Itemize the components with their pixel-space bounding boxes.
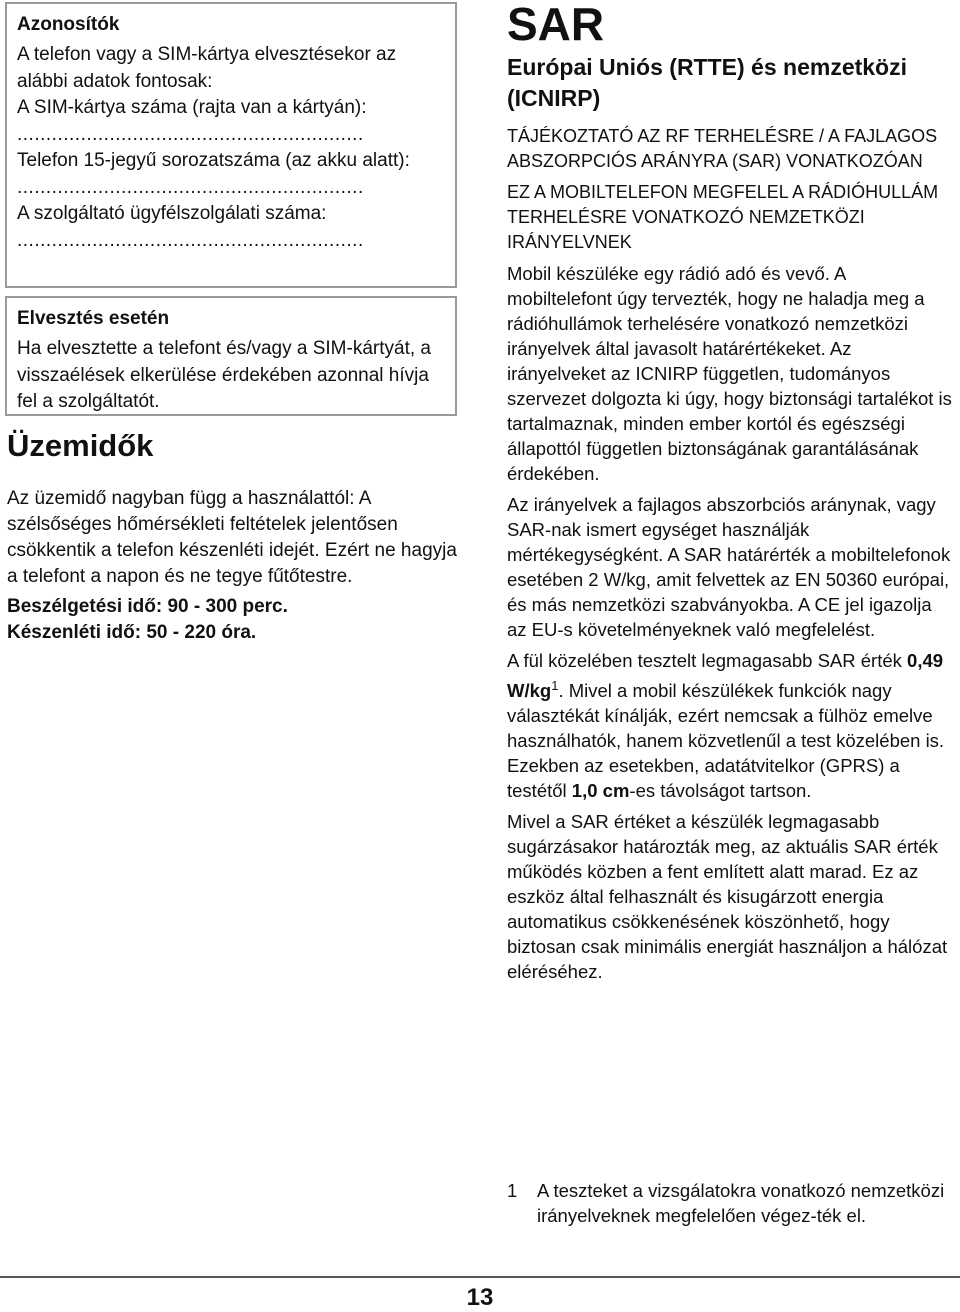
sar-subheading: Európai Uniós (RTTE) és nemzetközi (ICNIRP): [507, 54, 907, 111]
identifiers-intro: A telefon vagy a SIM-kártya elvesztésekor az alábbi adatok fontosak:: [17, 44, 397, 92]
footnote: [507, 1178, 957, 1228]
sar-paragraph-3: [507, 648, 955, 803]
footnote-text: A teszteket a vizsgálatokra vonatkozó nemzetközi irányelveknek megfelelően végez-ték el.: [537, 1180, 945, 1226]
footer-divider: [0, 1276, 960, 1278]
operating-times-heading: Üzemidők: [7, 428, 154, 463]
serial-number-label: Telefon 15-jegyű sorozatszáma (az akku alatt):: [17, 150, 410, 171]
sim-number-blank: ............................................................: [17, 123, 364, 145]
sar-paragraph-4: Mivel a SAR értéket a készülék legmagasabb sugárzásakor határozták meg, az aktuális SAR érték működés közben a fent említett alatt marad. Ez az eszköz által felhasznált és kisugárzott energia automatikus csökkenésének köszönhető, hogy biztosan csak minimális energiát használjon a hálózat eléréséhez.: [507, 811, 948, 983]
identifiers-box: [5, 2, 457, 288]
standby-time: Készenléti idő: 50 - 220 óra.: [7, 622, 257, 643]
right-column: [507, 0, 955, 990]
provider-number-blank: ............................................................: [17, 229, 364, 251]
sar-paragraph-2: Az irányelvek a fajlagos abszorbciós aránynak, vagy SAR-nak ismert egységet használják mértékegységként. A SAR határérték a mobiltelefonok esetében 2 W/kg, amit felvettek az EN 50360 európai, és más nemzetközi szabványokba. A CE jel igazolja az EU-s követelményeknek való megfelelést.: [507, 494, 951, 640]
sar-heading: SAR: [507, 0, 605, 50]
sar-paragraph-1: Mobil készüléke egy rádió adó és vevő. A mobiltelefont úgy tervezték, hogy ne haladja meg a rádióhullámok terhelésére vonatkozó nemzetközi irányelvek által javasolt határértékeket. Az irányelveket az ICNIRP független, tudományos szervezet dolgozta ki úgy, hogy biztonsági tartalékot is tartalmaznak, minden ember kortól és egészségi állapottól független biztonságának garantálásának érdekében.: [507, 263, 952, 484]
operating-times-text: Az üzemidő nagyban függ a használattól: A szélsőséges hőmérsékleti feltételek jelentősen csökkentik a telefon készenléti idejét. Ezért ne hagyja a telefont a napon és ne tegye fűtőtestre.: [7, 488, 457, 587]
serial-number-blank: ............................................................: [17, 176, 364, 198]
compliance-caps: EZ A MOBILTELEFON MEGFELEL A RÁDIÓHULLÁM TERHELÉSRE VONATKOZÓ NEMZETKÖZI IRÁNYELVNEK: [507, 182, 939, 252]
sar-para3-part-a: A fül közelében tesztelt legmagasabb SAR érték: [507, 650, 908, 671]
sar-para3-part-b: . Mivel a mobil készülékek funkciók nagy választékát kínálják, ezért nemcsak a fülhöz emelve használhatók, hanem közvetlenűl a test közelében is. Ezekben az esetekben, adatátvitelkor (GPRS) a testétől: [507, 680, 945, 802]
sar-para3-part-c: -es távolságot tartson.: [629, 780, 812, 802]
operating-times-body: [7, 486, 457, 646]
sim-number-label: A SIM-kártya száma (rajta van a kártyán):: [17, 97, 367, 118]
provider-number-label: A szolgáltató ügyfélszolgálati száma:: [17, 203, 327, 224]
footnote-number: 1: [507, 1180, 518, 1201]
loss-title: Elvesztés esetén: [17, 308, 170, 329]
loss-text: Ha elvesztette a telefont és/vagy a SIM-kártyát, a visszaélések elkerülése érdekében azonnal hívja fel a szolgáltatót.: [17, 338, 431, 412]
distance-value: 1,0 cm: [571, 780, 630, 802]
sar-value: 0,49 W/kg: [507, 650, 944, 702]
identifiers-title: Azonosítók: [17, 14, 120, 35]
page-number: 13: [466, 1284, 494, 1311]
footnote-ref: 1: [551, 678, 559, 693]
loss-box: [5, 296, 457, 416]
rf-info-caps: TÁJÉKOZTATÓ AZ RF TERHELÉSRE / A FAJLAGOS ABSZORPCIÓS ARÁNYRA (SAR) VONATKOZÓAN: [507, 126, 938, 171]
talk-time: Beszélgetési idő: 90 - 300 perc.: [7, 596, 288, 617]
